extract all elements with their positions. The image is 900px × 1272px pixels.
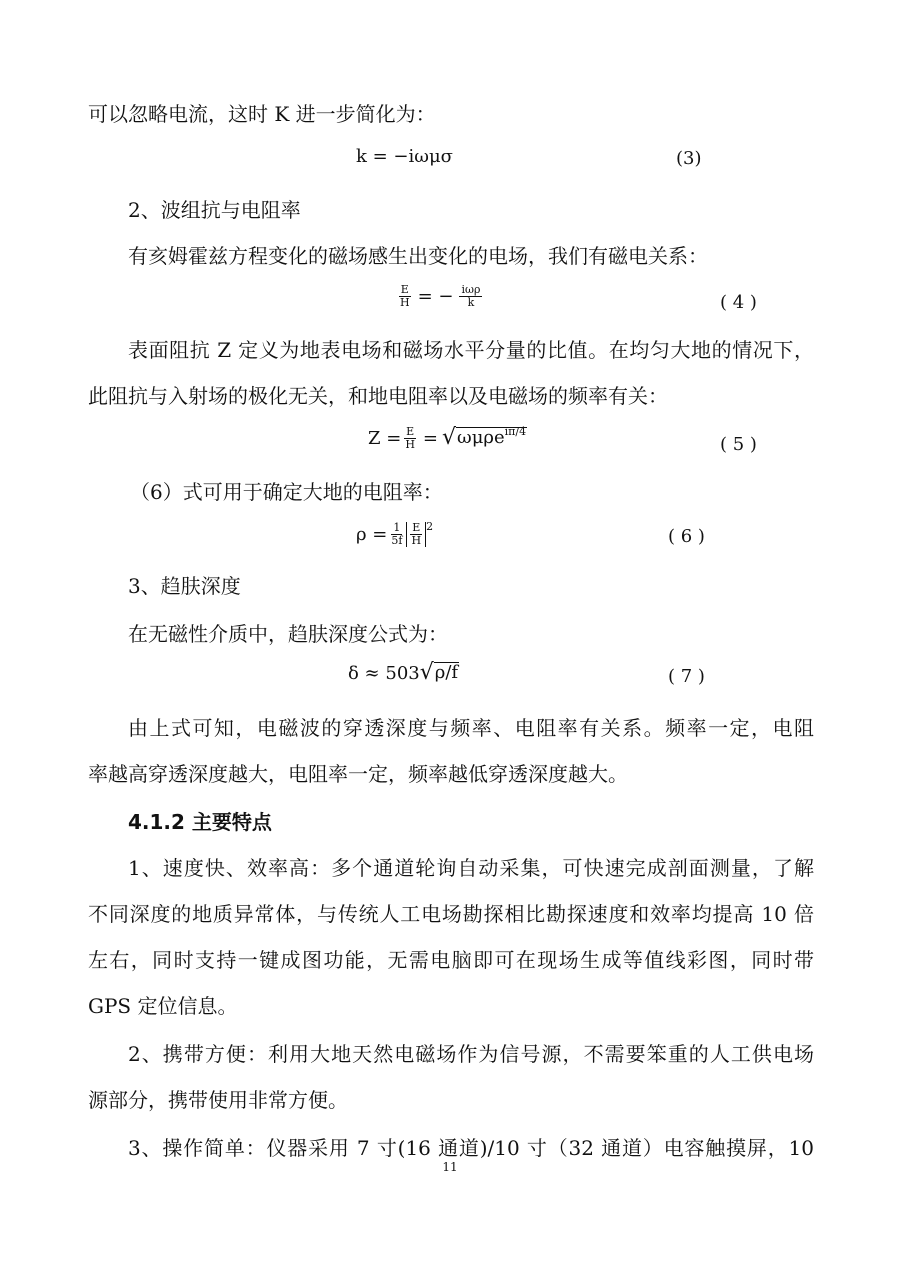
fraction-numerator: E <box>406 425 415 438</box>
radicand: ρ/f <box>434 662 459 683</box>
radicand-text: ωμρe <box>457 427 505 448</box>
paragraph-text: 1、速度快、效率高：多个通道轮询自动采集，可快速完成剖面测量，了解 <box>128 856 814 880</box>
fraction-denominator: H <box>405 438 415 451</box>
equation-3-number: (3) <box>676 148 702 169</box>
radical-sign: √ <box>442 425 457 450</box>
paragraph-text: 可以忽略电流，这时 K 进一步简化为： <box>88 102 436 126</box>
square-root <box>442 427 527 450</box>
exponent: 2 <box>426 520 434 533</box>
equation-operator: = − <box>417 286 454 307</box>
fraction-denominator: k <box>467 296 475 309</box>
equation-lhs: Z = <box>368 428 402 449</box>
equation-lhs: δ ≈ 503 <box>348 662 420 684</box>
paragraph-text: 由上式可知，电磁波的穿透深度与频率、电阻率有关系。频率一定，电阻 <box>128 716 814 740</box>
equation-7 <box>348 662 459 684</box>
page-number: 11 <box>442 1160 458 1174</box>
fraction <box>398 284 412 309</box>
paragraph-text: 源部分，携带使用非常方便。 <box>88 1088 348 1112</box>
paragraph-text: 左右，同时支持一键成图功能，无需电脑即可在现场生成等值线彩图，同时带 <box>88 948 814 972</box>
equation-4-number: ( 4 ) <box>720 292 757 313</box>
paragraph-text: 2、携带方便：利用大地天然电磁场作为信号源，不需要笨重的人工供电场 <box>128 1042 814 1066</box>
equation-5 <box>368 426 527 451</box>
fraction <box>409 522 423 547</box>
paragraph-text: 3、操作简单：仪器采用 7 寸(16 通道)/10 寸（32 通道）电容触摸屏，10 <box>128 1136 814 1160</box>
paragraph-text: GPS 定位信息。 <box>88 994 238 1018</box>
fraction <box>403 426 417 451</box>
fraction-denominator: H <box>400 296 410 309</box>
equation-3-body: k = −iωμσ <box>356 146 453 167</box>
paragraph-text: 表面阻抗 Z 定义为地表电场和磁场水平分量的比值。在均匀大地的情况下， <box>128 338 814 362</box>
equation-6 <box>356 522 433 547</box>
equation-operator: = <box>422 428 438 449</box>
fraction <box>459 284 482 309</box>
fraction-denominator: H <box>411 534 422 547</box>
paragraph-text: （6）式可用于确定大地的电阻率： <box>130 480 443 504</box>
fraction <box>389 522 404 547</box>
paragraph-text: 不同深度的地质异常体，与传统人工电场勘探相比勘探速度和效率均提高 10 倍 <box>88 902 814 926</box>
equation-3 <box>356 146 453 167</box>
equation-4 <box>396 284 484 309</box>
paragraph-text: 在无磁性介质中，趋肤深度公式为： <box>128 622 448 646</box>
equation-lhs: ρ = <box>356 524 388 545</box>
equation-7-number: ( 7 ) <box>668 666 705 687</box>
subheading-skin-depth: 3、趋肤深度 <box>128 574 241 598</box>
absolute-value <box>406 522 426 547</box>
subheading-wave-impedance: 2、波组抗与电阻率 <box>128 198 301 222</box>
paragraph-text: 有亥姆霍兹方程变化的磁场感生出变化的电场，我们有磁电关系： <box>128 244 708 268</box>
fraction-denominator: 5f <box>391 534 403 547</box>
exponent: iπ/4 <box>504 425 527 438</box>
radical-sign: √ <box>419 660 434 685</box>
equation-6-number: ( 6 ) <box>668 526 705 547</box>
equation-5-number: ( 5 ) <box>720 434 757 455</box>
fraction-numerator: 1 <box>393 521 401 534</box>
section-heading: 4.1.2 主要特点 <box>128 810 272 834</box>
paragraph-text: 率越高穿透深度越大，电阻率一定，频率越低穿透深度越大。 <box>88 762 628 786</box>
fraction-numerator: iωρ <box>461 283 481 296</box>
fraction-numerator: E <box>412 521 421 534</box>
fraction-numerator: E <box>400 283 409 296</box>
paragraph-text: 此阻抗与入射场的极化无关，和地电阻率以及电磁场的频率有关： <box>88 384 668 408</box>
radicand <box>456 427 527 450</box>
square-root <box>420 662 459 684</box>
